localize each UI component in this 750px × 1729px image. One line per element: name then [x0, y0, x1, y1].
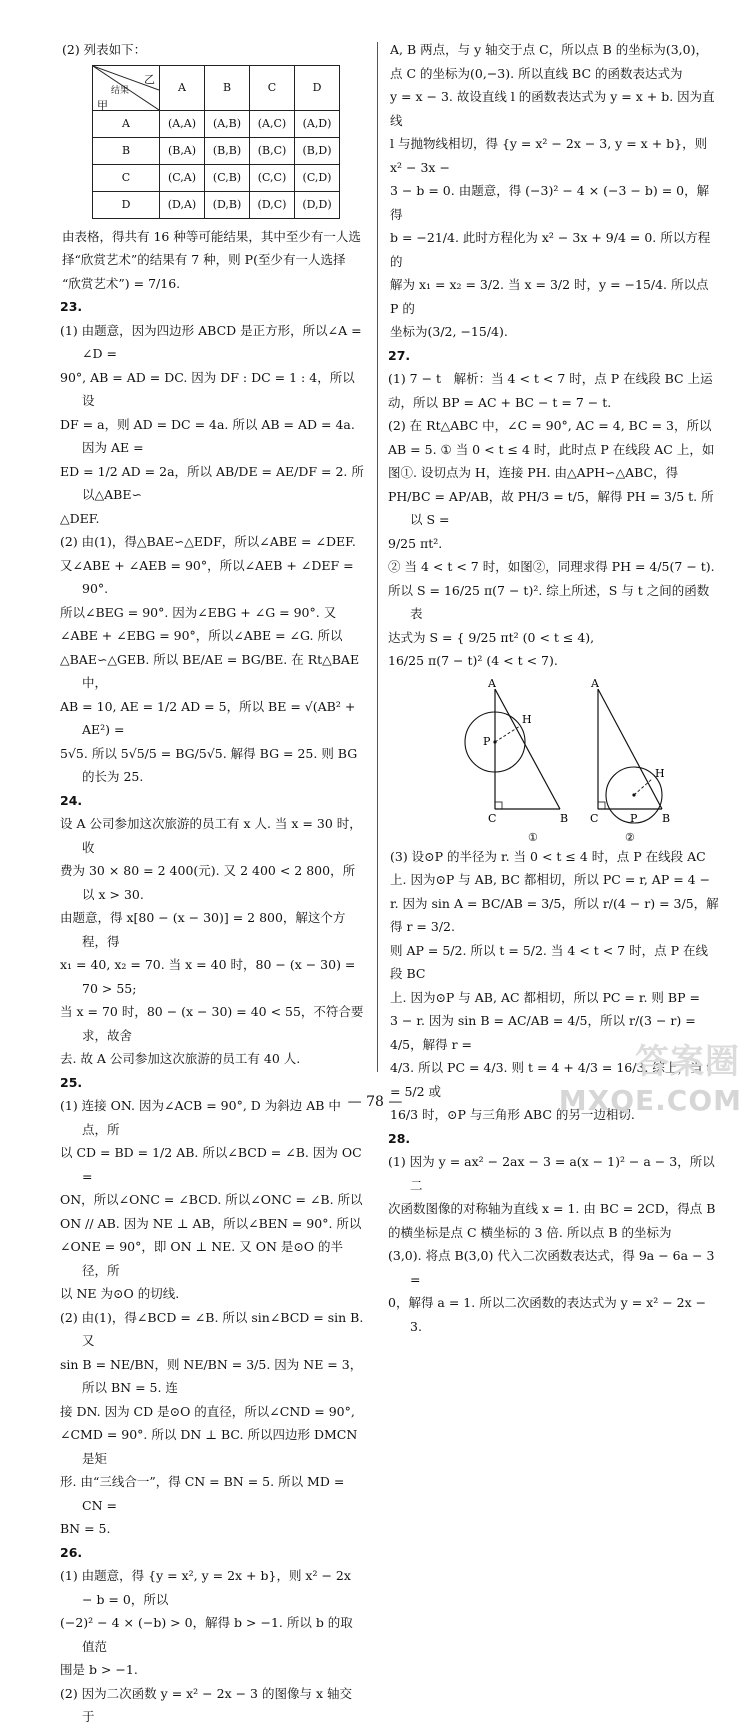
text-line: ON // AB. 因为 NE ⊥ AB，所以∠BEN = 90°. 所以	[60, 1215, 362, 1231]
question-number: 24.	[60, 792, 83, 808]
corner-label-yi: 乙	[144, 72, 155, 86]
column-divider	[377, 42, 378, 1072]
text-line: (2) 由(1)，得∠BCD = ∠B. 所以 sin∠BCD = sin B. 又	[60, 1309, 364, 1348]
q27-text	[388, 367, 720, 673]
text-line: (2) 由(1)，得△BAE∽△EDF，所以∠ABE = ∠DEF.	[60, 534, 356, 549]
corner-label-result: 结果	[111, 85, 130, 96]
q23-block	[62, 295, 364, 789]
fig2-label-h: H	[655, 766, 665, 780]
text-line: 图①. 设切点为 H，连接 PH. 由△APH∽△ABC，得	[388, 465, 679, 480]
text-line: b = −21/4. 此时方程化为 x² − 3x + 9/4 = 0. 所以方程的	[390, 230, 711, 269]
figure-2	[590, 677, 670, 844]
q27-figures	[390, 677, 720, 845]
q25-block	[62, 1071, 364, 1541]
text-line: 由题意，得 x[80 − (x − 30)] = 2 800，解这个方程，得	[60, 910, 346, 949]
text-line: ∠CMD = 90°. 所以 DN ⊥ BC. 所以四边形 DMCN 是矩	[60, 1427, 358, 1466]
text-line: △DEF.	[60, 510, 100, 526]
table-cell: (B,C)	[250, 137, 295, 164]
table-cell: (D,C)	[250, 191, 295, 218]
table-cell: (D,D)	[295, 191, 340, 218]
q26-block	[62, 1541, 364, 1729]
table-cell: (A,B)	[205, 110, 250, 137]
table-row	[93, 137, 340, 164]
question-number: 27.	[388, 347, 411, 363]
text-line: ON，所以∠ONC = ∠BCD. 所以∠ONC = ∠B. 所以	[60, 1192, 363, 1207]
text-line: 围是 b > −1.	[60, 1662, 138, 1677]
text-line: (1) 因为 y = ax² − 2ax − 3 = a(x − 1)² − a − 3，所以二	[388, 1154, 715, 1193]
table-cell: (A,D)	[295, 110, 340, 137]
text-line: DF = a，则 AD = DC = 4a. 所以 AB = AD = 4a. 因为 AE =	[60, 416, 355, 455]
text-line: 所以 S = 16/25 π(7 − t)². 综上所述，S 与 t 之间的函数表	[388, 582, 710, 621]
text-line: 则 AP = 5/2. 所以 t = 5/2. 当 4 < t < 7 时，点 P 在线段 BC	[390, 942, 708, 981]
text-line: 0，解得 a = 1. 所以二次函数的表达式为 y = x² − 2x − 3.	[388, 1295, 707, 1334]
figure-1	[465, 677, 568, 844]
text-line: 择“欣赏艺术”的结果有 7 种，则 P(至少有一人选择	[62, 252, 346, 267]
text-line: 坐标为(3/2, −15/4).	[390, 324, 508, 339]
table-cell: (A,C)	[250, 110, 295, 137]
text-line: x₁ = 40, x₂ = 70. 当 x = 40 时，80 − (x − 30) = 70 > 55;	[60, 957, 356, 996]
table-col-header: C	[250, 65, 295, 110]
fig1-label-p: P	[483, 734, 491, 748]
right-column	[390, 38, 720, 1338]
q27-block	[390, 344, 720, 673]
text-line: l 与抛物线相切，得 {y = x² − 2x − 3, y = x + b}，则 x² − 3x −	[390, 136, 708, 175]
text-line: (3,0). 将点 B(3,0) 代入二次函数表达式，得 9a − 6a − 3 =	[388, 1248, 715, 1287]
watermark-logo	[558, 1042, 742, 1117]
text-line: AB = 10, AE = 1/2 AD = 5，所以 BE = √(AB² + AE²) =	[60, 698, 356, 737]
text-line: PH/BC = AP/AB，故 PH/3 = t/5，解得 PH = 3/5 t. 所以 S =	[388, 488, 714, 527]
table-cell: (C,B)	[205, 164, 250, 191]
q22-text	[62, 225, 364, 296]
question-number: 23.	[60, 299, 83, 314]
text-line: 9/25 πt².	[388, 535, 443, 551]
text-line: 3 − r. 因为 sin B = AC/AB = 4/5，所以 r/(3 − r) = 4/5，解得 r =	[390, 1013, 696, 1052]
text-line: 接 DN. 因为 CD 是⊙O 的直径，所以∠CND = 90°,	[60, 1403, 355, 1419]
fig2-label-a: A	[591, 676, 599, 690]
text-line: 的横坐标是点 C 横坐标的 3 倍. 所以点 B 的坐标为	[388, 1224, 672, 1240]
row-label: C	[93, 164, 160, 191]
q28-text	[388, 1150, 720, 1338]
q24-text	[60, 812, 364, 1071]
text-line: 动，所以 BP = AC + BC − t = 7 − t.	[388, 394, 612, 410]
text-line: 费为 30 × 80 = 2 400(元). 又 2 400 < 2 800，所以 x > 30.	[60, 863, 356, 902]
page-number: — 78 —	[347, 1094, 403, 1110]
watermark-text-top: 答案圈	[635, 1042, 740, 1082]
table-row	[93, 110, 340, 137]
text-line: (−2)² − 4 × (−b) > 0，解得 b > −1. 所以 b 的取值范	[60, 1615, 353, 1654]
text-line: 去. 故 A 公司参加这次旅游的员工有 40 人.	[60, 1051, 301, 1066]
text-line: “欣赏艺术”) = 7/16.	[62, 275, 181, 291]
text-line: ∠ONE = 90°，即 ON ⊥ NE. 又 ON 是⊙O 的半径，所	[60, 1239, 344, 1278]
table-cell: (C,C)	[250, 164, 295, 191]
fig2-label-c: C	[590, 811, 599, 825]
text-line: 当 x = 70 时，80 − (x − 30) = 40 < 55，不符合要求，故舍	[60, 1004, 364, 1043]
text-line: 点 C 的坐标为(0,−3). 所以直线 BC 的函数表达式为	[390, 65, 683, 81]
text-line: △BAE∽△GEB. 所以 BE/AE = BG/BE. 在 Rt△BAE 中，	[60, 651, 360, 690]
q23-text	[60, 319, 364, 789]
fig1-caption: ①	[528, 830, 538, 844]
fig2-label-p: P	[630, 811, 638, 825]
fig1-label-b: B	[560, 811, 569, 825]
text-line: 解为 x₁ = x₂ = 3/2. 当 x = 3/2 时，y = −15/4. 所以点 P 的	[390, 277, 709, 316]
table-row	[93, 191, 340, 218]
text-line: 以 CD = BD = 1/2 AB. 所以∠BCD = ∠B. 因为 OC =	[60, 1145, 362, 1184]
text-line: ED = 1/2 AD = 2a，所以 AB/DE = AE/DF = 2. 所以△ABE∽	[60, 463, 364, 502]
table-cell: (A,A)	[160, 110, 205, 137]
text-line: 形. 由“三线合一”，得 CN = BN = 5. 所以 MD = CN =	[60, 1474, 345, 1513]
text-line: sin B = NE/BN，则 NE/BN = 3/5. 因为 NE = 3，所以 BN = 5. 连	[60, 1356, 363, 1395]
table-cell: (B,B)	[205, 137, 250, 164]
text-line: 16/3 时，⊙P 与三角形 ABC 的另一边相切.	[390, 1107, 635, 1122]
text-line: (1) 由题意，因为四边形 ABCD 是正方形，所以∠A = ∠D =	[60, 322, 362, 361]
text-line: 16/25 π(7 − t)² (4 < t < 7).	[388, 653, 558, 668]
q28-block	[390, 1127, 720, 1339]
q26-continued	[390, 38, 720, 344]
row-label: B	[93, 137, 160, 164]
text-line: (2) 在 Rt△ABC 中，∠C = 90°, AC = 4, BC = 3，所以	[388, 418, 712, 433]
text-line: 达式为 S = { 9/25 πt² (0 < t ≤ 4),	[388, 629, 595, 645]
row-label: D	[93, 191, 160, 218]
table-col-header: D	[295, 65, 340, 110]
table-cell: (B,D)	[295, 137, 340, 164]
table-cell: (D,B)	[205, 191, 250, 218]
text-line: (2) 因为二次函数 y = x² − 2x − 3 的图像与 x 轴交于	[60, 1685, 352, 1724]
text-line: (1) 连接 ON. 因为∠ACB = 90°, D 为斜边 AB 中点，所	[60, 1098, 341, 1137]
q24-block	[62, 789, 364, 1071]
table-cell: (C,D)	[295, 164, 340, 191]
q26-text	[60, 1564, 364, 1729]
fig2-label-b: B	[662, 811, 671, 825]
corner-label-jia: 甲	[97, 98, 108, 112]
fig1-label-c: C	[488, 811, 497, 825]
question-number: 28.	[388, 1130, 411, 1146]
text-line: (1) 由题意，得 {y = x², y = 2x + b}，则 x² − 2x − b = 0，所以	[60, 1568, 351, 1607]
outcome-table	[92, 65, 340, 219]
text-line: 上. 因为⊙P 与 AB, AC 都相切，所以 PC = r. 则 BP =	[390, 989, 700, 1005]
geometry-figures	[390, 677, 720, 845]
table-cell: (B,A)	[160, 137, 205, 164]
table-col-header: B	[205, 65, 250, 110]
fig2-caption: ②	[625, 830, 635, 844]
table-cell: (C,A)	[160, 164, 205, 191]
question-number: 25.	[60, 1074, 83, 1090]
text-line: 5√5. 所以 5√5/5 = BG/5√5. 解得 BG = 25. 则 BG 的长为 25.	[60, 745, 358, 784]
question-number: 26.	[60, 1544, 83, 1560]
text-line: r. 因为 sin A = BC/AB = 3/5，所以 r/(4 − r) = 3/5，解得 r = 3/2.	[390, 895, 719, 934]
q25-text	[60, 1094, 364, 1541]
text-line: (3) 设⊙P 的半径为 r. 当 0 < t ≤ 4 时，点 P 在线段 AC	[390, 848, 706, 864]
table-row	[93, 164, 340, 191]
text-line: 上. 因为⊙P 与 AB, BC 都相切，所以 PC = r, AP = 4 −	[390, 872, 711, 887]
text-line: 4/3. 所以 PC = 4/3. 则 t = 4 + 4/3 = 16/3. 综上，当 t = 5/2 或	[390, 1060, 712, 1099]
left-column	[62, 38, 364, 1729]
table-cell: (D,A)	[160, 191, 205, 218]
text-line: ② 当 4 < t < 7 时，如图②，同理求得 PH = 4/5(7 − t).	[388, 559, 715, 574]
row-label: A	[93, 110, 160, 137]
text-line: 90°, AB = AD = DC. 因为 DF : DC = 1 : 4，所以设	[60, 369, 355, 408]
text-line: 设 A 公司参加这次旅游的员工有 x 人. 当 x = 30 时，收	[60, 816, 362, 855]
text-line: AB = 5. ① 当 0 < t ≤ 4 时，此时点 P 在线段 AC 上，如	[388, 441, 715, 457]
text-line: 次函数图像的对称轴为直线 x = 1. 由 BC = 2CD，得点 B	[388, 1201, 716, 1216]
q22-intro: (2) 列表如下：	[62, 42, 147, 57]
text-line: (1) 7 − t 解析：当 4 < t < 7 时，点 P 在线段 BC 上运	[388, 371, 713, 386]
text-line: BN = 5.	[60, 1521, 111, 1536]
fig1-label-a: A	[488, 676, 496, 690]
text-line: 由表格，得共有 16 种等可能结果，其中至少有一人选	[62, 228, 361, 244]
text-line: A, B 两点，与 y 轴交于点 C，所以点 B 的坐标为(3,0)，	[390, 42, 708, 57]
text-line: 又∠ABE + ∠AEB = 90°，所以∠AEB + ∠DEF = 90°.	[60, 557, 354, 596]
fig1-label-h: H	[522, 712, 532, 726]
text-line: 以 NE 为⊙O 的切线.	[60, 1286, 180, 1301]
text-line: 所以∠BEG = 90°. 因为∠EBG + ∠G = 90°. 又	[60, 604, 337, 620]
text-line: ∠ABE + ∠EBG = 90°，所以∠ABE = ∠G. 所以	[60, 628, 343, 643]
text-line: y = x − 3. 故设直线 l 的函数表达式为 y = x + b. 因为直线	[390, 89, 715, 128]
watermark-text-bottom: MXQE.COM	[558, 1084, 742, 1117]
text-line: 3 − b = 0. 由题意，得 (−3)² − 4 × (−3 − b) = 0，解得	[390, 183, 710, 222]
table-corner-header	[93, 65, 160, 110]
table-col-header: A	[160, 65, 205, 110]
